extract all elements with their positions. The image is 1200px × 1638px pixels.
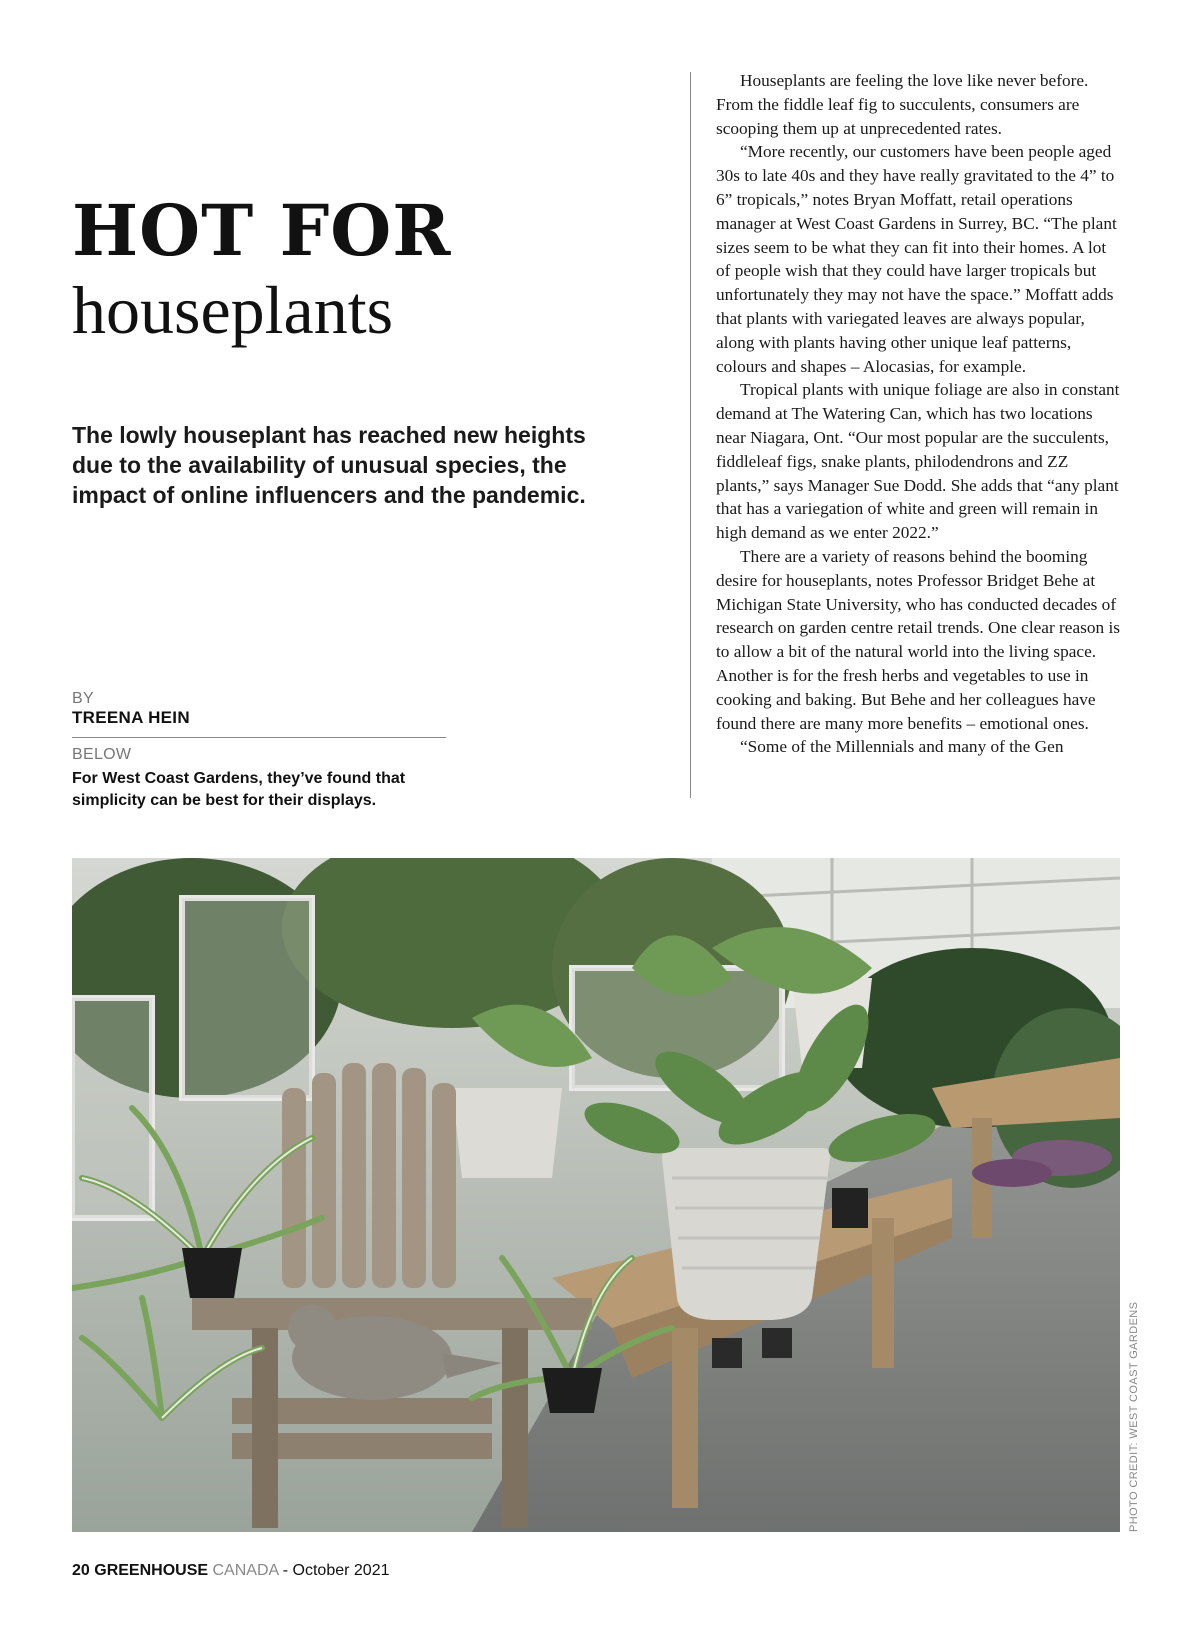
article-body (716, 69, 1124, 759)
magazine-brand: GREENHOUSE (94, 1562, 209, 1579)
body-paragraph: There are a variety of reasons behind the booming desire for houseplants, notes Professor Bridget Behe at Michigan State University, who has conducted decades of research on garden centre retail trends. One clear reason is to allow a bit of the natural world into the living space. Another is for the fresh herbs and vegetables to use in cooking and baking. But Behe and her colleagues have found there are many more benefits – emotional ones. (716, 546, 1120, 733)
caption-label: BELOW (72, 746, 132, 763)
photo-caption: For West Coast Gardens, they’ve found that simplicity can be best for their displays. (72, 770, 406, 809)
body-paragraph: “More recently, our customers have been people aged 30s to late 40s and they have really gravitated to the 4” to 6” tropicals,” notes Bryan Moffatt, retail operations manager at West Coast Gardens in Surrey, BC. “The plant sizes seem to be what they can fit into their homes. A lot of people wish that they could have larger tropicals but unfortunately they may not have the space.” Moffatt adds that plants with variegated leaves are always popular, along with plants having other unique leaf patterns, colours and shapes – Alocasias, for example. (716, 142, 1117, 376)
byline-divider (72, 737, 446, 738)
garden-centre-photo (72, 858, 1120, 1532)
page-number: 20 (72, 1562, 90, 1579)
headline-line-2: houseplants (72, 272, 394, 348)
headline-line-1: HOT FOR (72, 189, 452, 272)
page-footer (72, 1562, 389, 1580)
footer-separator: - (282, 1562, 289, 1579)
body-paragraph: Tropical plants with unique foliage are also in constant demand at The Watering Can, which has two locations near Niagara, Ont. “Our most popular are the succulents, fiddleleaf figs, snake plants, philodendrons and ZZ plants,” says Manager Sue Dodd. She adds that “any plant that has a variegation of white and green will remain in high demand as we enter 2022.” (716, 380, 1120, 543)
byline-author: TREENA HEIN (72, 708, 190, 727)
photo-credit: PHOTO CREDIT: WEST COAST GARDENS (1128, 1301, 1140, 1532)
byline-label: BY (72, 690, 94, 707)
body-paragraph: Houseplants are feeling the love like never before. From the fiddle leaf fig to succulents, consumers are scooping them up at unprecedented rates. (716, 71, 1089, 138)
column-divider (690, 72, 691, 798)
article-deck: The lowly houseplant has reached new heights due to the availability of unusual species, the impact of online influencers and the pandemic. (72, 422, 586, 508)
issue-date: October 2021 (292, 1562, 390, 1579)
body-paragraph: “Some of the Millennials and many of the Gen (740, 737, 1064, 757)
magazine-brand-light: CANADA (212, 1562, 279, 1579)
